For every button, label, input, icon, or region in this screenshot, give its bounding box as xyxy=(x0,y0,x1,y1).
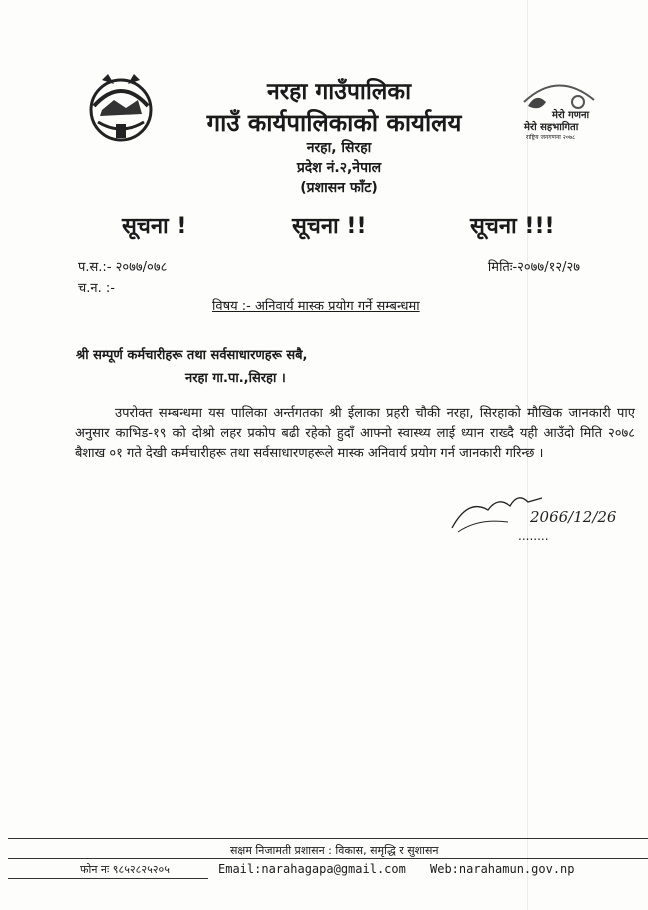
footer-divider xyxy=(8,858,648,859)
footer-phone: फोन नः ९८५२८२५२०५ xyxy=(80,863,170,876)
notice-heading-1: सूचना ! xyxy=(122,214,187,239)
addressee-line-2: नरहा गा.पा.,सिरहा । xyxy=(185,371,286,386)
notice-heading-3: सूचना !!! xyxy=(470,214,555,239)
signature-date: 2066/12/26 xyxy=(530,508,617,526)
body-paragraph: उपरोक्त सम्बन्धमा यस पालिका अर्न्तगतका श्री ईलाका प्रहरी चौकी नरहा, सिरहाको मौखिक जानकारी पाए अनुसार काभिड-१९ को दोश्रो लहर प्रकोप बढी रहेको हुदाँ आफ्नो स्वास्थ्य लाई ध्यान राख्दै यही आउँदो मिति २०७८ बैशाख ०१ गते देखी कर्मचारीहरू तथा सर्वसाधारणहरूले मास्क अनिवार्य प्रयोग गर्न जानकारी गरिन्छ । xyxy=(75,406,635,461)
dispatch-number: च.न. :- xyxy=(78,281,115,296)
footer-email: Email:narahagapa@gmail.com xyxy=(218,862,406,876)
address-line-2: प्रदेश नं.२,नेपाल xyxy=(296,160,382,176)
subject-line: विषय :- अनिवार्य मास्क प्रयोग गर्ने सम्बन्धमा xyxy=(212,299,420,314)
letter-date: मितिः-२०७७/१२/२७ xyxy=(487,260,580,275)
footer-divider-top xyxy=(8,838,648,839)
census-text-1: मेरो गणना xyxy=(552,110,590,121)
signature xyxy=(448,488,617,558)
footer-motto: सक्षम निजामती प्रशासन : विकास, समृद्धि र सुशासन xyxy=(230,844,439,857)
census-text-2: मेरो सहभागिता xyxy=(524,122,579,133)
footer-underline xyxy=(8,878,208,879)
addressee-line-1: श्री सम्पूर्ण कर्मचारीहरू तथा सर्वसाधारणहरू सबै, xyxy=(76,348,308,363)
reference-number: प.स.:- २०७७/०७८ xyxy=(78,260,168,275)
address-line-1: नरहा, सिरहा xyxy=(306,140,372,156)
census-logo-icon xyxy=(518,72,600,142)
notice-heading-2: सूचना !! xyxy=(292,214,367,239)
office-name: गाउँ कार्यपालिकाको कार्यालय xyxy=(206,109,462,137)
signature-dots: ........ xyxy=(518,529,549,543)
census-text-3: राष्ट्रिय जनगणना २०७८ xyxy=(526,134,576,141)
address-line-3: (प्रशासन फाँट) xyxy=(300,180,378,196)
org-name: नरहा गाउँपालिका xyxy=(266,79,412,105)
footer-website: Web:narahamun.gov.np xyxy=(430,862,575,876)
